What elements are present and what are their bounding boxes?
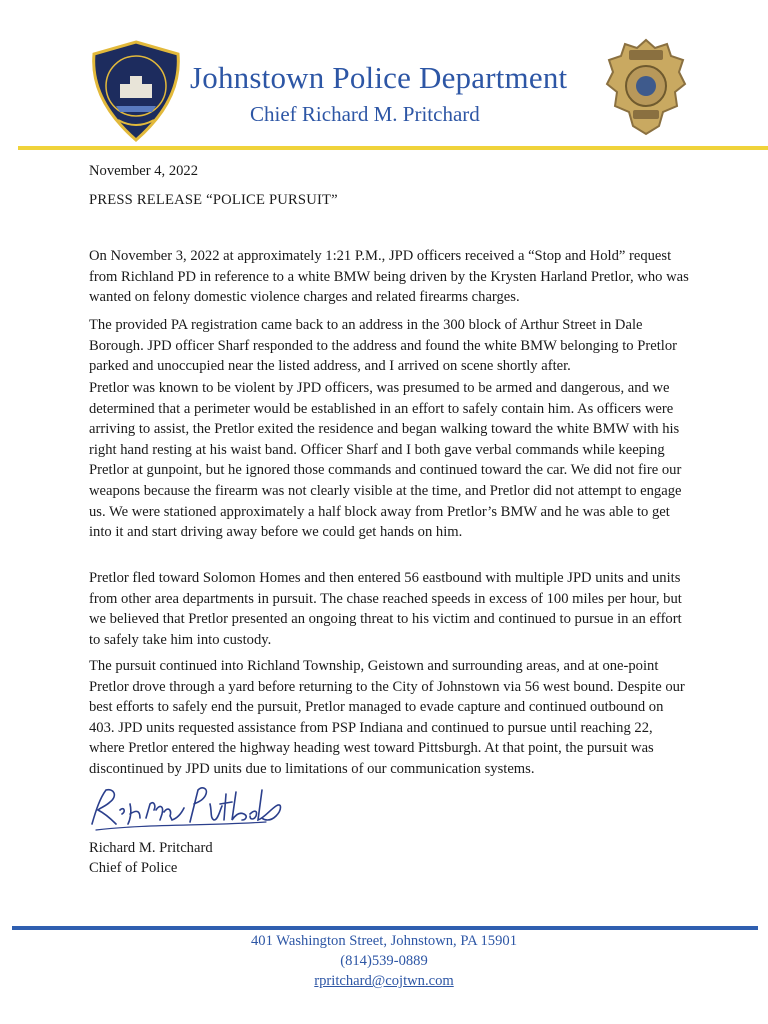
body-paragraph: Pretlor fled toward Solomon Homes and then entered 56 eastbound with multiple JPD units and units from other area departments in pursuit. The chase reached speeds in excess of 100 miles per hour, but we believed that Pretlor presented an ongoing threat to his victim and continued to pursue in an effort to safely take him into custody. xyxy=(89,570,682,648)
footer-rule xyxy=(12,926,758,930)
body-paragraph: The pursuit continued into Richland Township, Geistown and surrounding areas, and at one-point Pretlor drove through a yard before returning to the City of Johnstown via 56 west bound. Despite our best efforts to safely end the pursuit, Pretlor managed to evade capture and continued outbound on 403. JPD units requested assistance from PSP Indiana and continued to pursue until reaching 22, where Pretlor entered the highway heading west toward Pittsburgh. At that point, the pursuit was discontinued by JPD units due to limitations of our communication systems. xyxy=(89,658,685,777)
footer-phone: (814)539-0889 xyxy=(340,953,428,969)
body-paragraph: The provided PA registration came back to an address in the 300 block of Arthur Street in Dale Borough. JPD officer Sharf responded to the address and found the white BMW belonging to Pretlor parked and unoccupied near the listed address, and I arrived on scene shortly after. xyxy=(89,317,677,375)
chief-name-header: Chief Richard M. Pritchard xyxy=(250,102,480,126)
signatory-name: Richard M. Pritchard xyxy=(89,840,213,856)
header-rule xyxy=(18,146,768,150)
press-release-title: PRESS RELEASE “POLICE PURSUIT” xyxy=(89,192,338,208)
body-paragraph: On November 3, 2022 at approximately 1:21 P.M., JPD officers received a “Stop and Hold” request from Richland PD in reference to a white BMW being driven by the Krysten Harland Pretlor, who was wanted on felony domestic violence charges and related firearms charges. xyxy=(89,248,689,306)
department-seal xyxy=(86,40,186,142)
police-badge xyxy=(603,36,689,144)
body-paragraph: Pretlor was known to be violent by JPD officers, was presumed to be armed and dangerous, and we determined that a perimeter would be established in an effort to safely contain him. As officers were arriving to assist, the Pretlor exited the residence and began walking toward the white BMW with his right hand resting at his waist band. Officer Sharf and I both gave verbal commands while keeping Pretlor at gunpoint, but he ignored those commands and continued toward the car. We did not fire our weapons because the firearm was not clearly visible at the time, and Pretlor did not attempt to engage us. We were stationed approximately a half block away from Pretlor’s BMW and he was able to get into it and start driving away before we could get hands on him. xyxy=(89,380,682,541)
footer-email-link[interactable]: rpritchard@cojtwn.com xyxy=(314,973,454,989)
footer-address: 401 Washington Street, Johnstown, PA 15901 xyxy=(251,933,517,949)
letter-date: November 4, 2022 xyxy=(89,163,199,179)
signatory-title: Chief of Police xyxy=(89,860,178,876)
department-name: Johnstown Police Department xyxy=(190,60,568,95)
handwritten-signature xyxy=(86,780,286,836)
